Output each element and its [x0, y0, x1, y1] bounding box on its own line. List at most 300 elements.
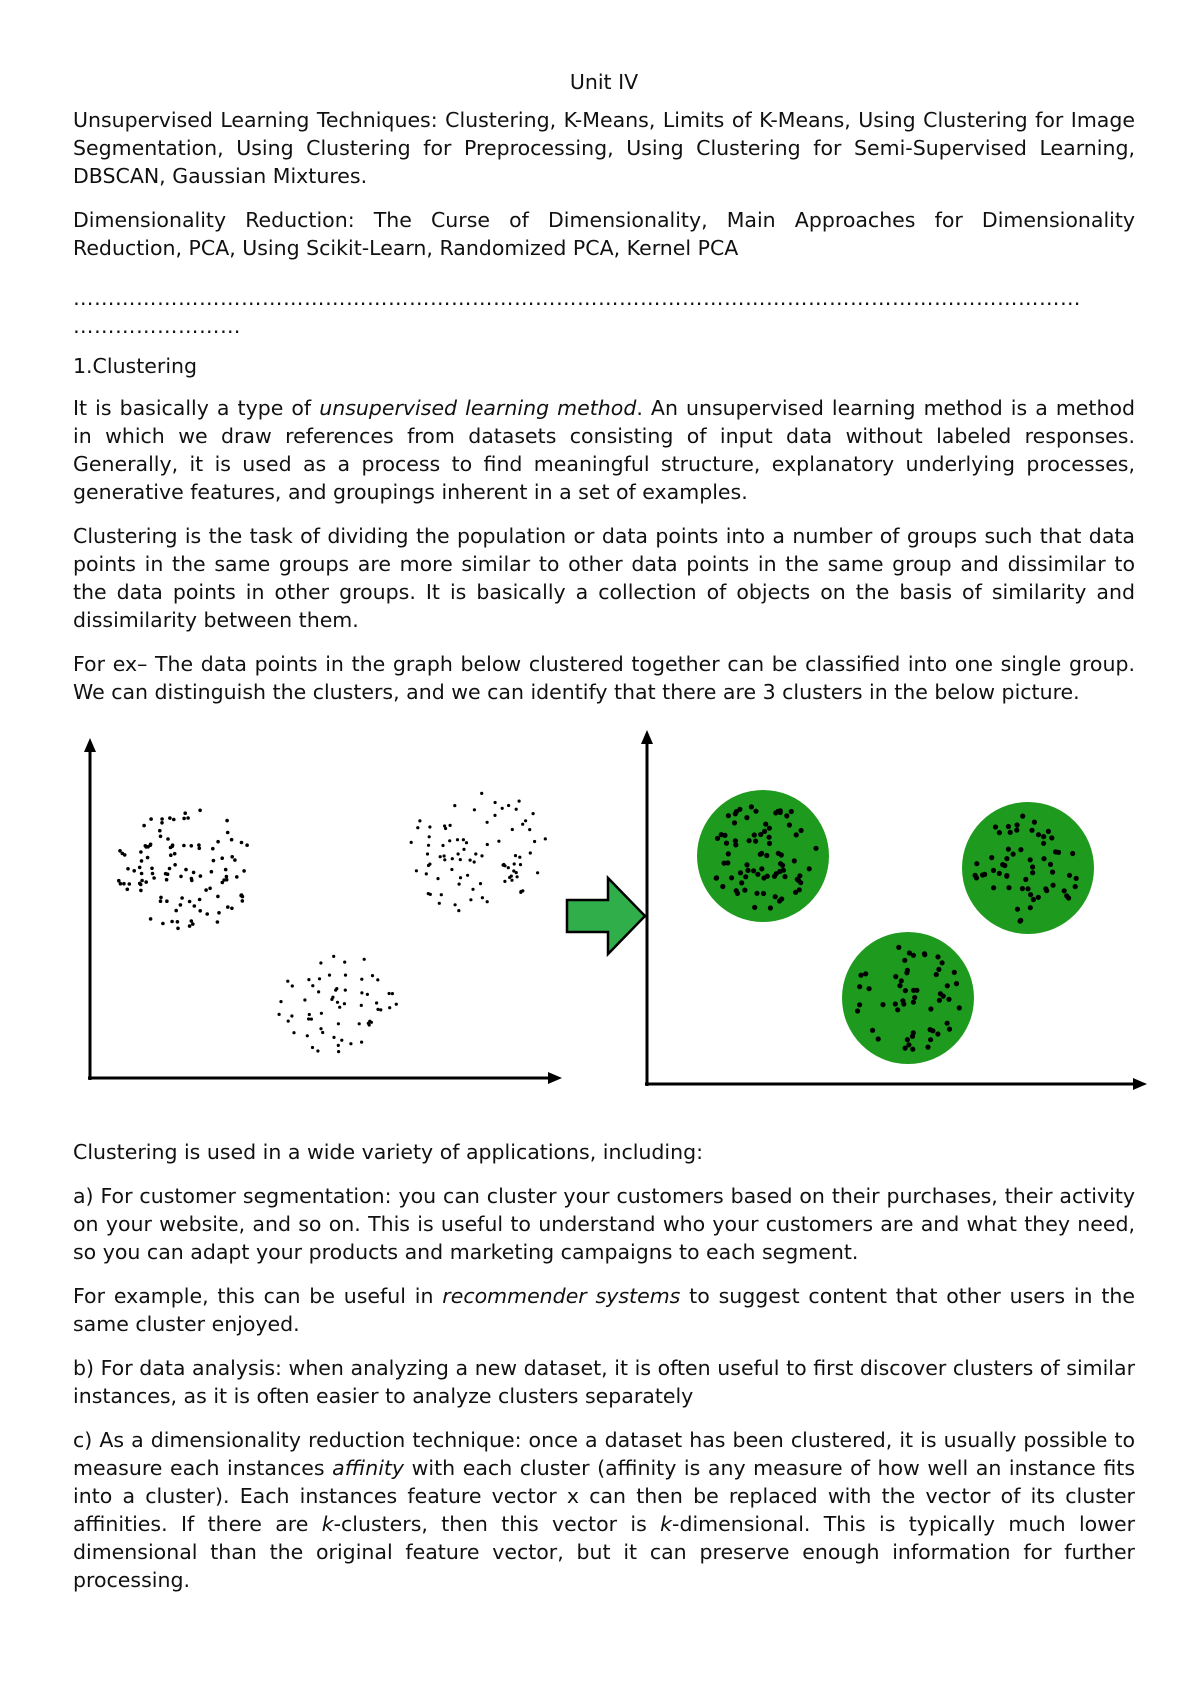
raw-data-point [428, 863, 431, 866]
cluster-data-point [744, 862, 749, 867]
cluster-data-point [952, 970, 957, 975]
raw-data-point [190, 877, 194, 881]
cluster-data-point [753, 839, 758, 844]
cluster-data-point [1006, 824, 1011, 829]
raw-data-point [513, 862, 516, 865]
raw-data-point [360, 1004, 363, 1007]
cluster-data-point [744, 815, 749, 820]
raw-data-point [144, 844, 148, 848]
raw-data-point [410, 841, 413, 844]
raw-data-point [450, 868, 453, 871]
raw-data-point [242, 869, 246, 873]
cluster-data-point [758, 852, 763, 857]
cluster-data-point [900, 998, 905, 1003]
raw-data-point [371, 974, 374, 977]
raw-data-point [235, 875, 239, 879]
cluster-data-point [789, 809, 794, 814]
cluster-data-point [797, 873, 802, 878]
cluster-data-point [936, 967, 941, 972]
raw-data-point [212, 859, 216, 863]
cluster-data-point [876, 1036, 881, 1041]
cluster-data-point [947, 1027, 952, 1032]
raw-data-point [337, 1022, 340, 1025]
cluster-data-point [858, 973, 863, 978]
raw-data-point [139, 883, 143, 887]
cluster-data-point [737, 807, 742, 812]
cluster-data-point [863, 971, 868, 976]
cluster-data-point [870, 1028, 875, 1033]
cluster-data-point [726, 813, 731, 818]
raw-data-point [160, 821, 164, 825]
cluster-data-point [755, 872, 760, 877]
raw-data-point [317, 990, 320, 993]
raw-data-point [140, 872, 144, 876]
raw-data-point [494, 801, 497, 804]
raw-data-point [140, 879, 144, 883]
cluster-data-point [867, 986, 872, 991]
raw-data-point [449, 824, 452, 827]
cluster-data-point [745, 868, 750, 873]
raw-data-point [376, 1008, 379, 1011]
cluster-data-point [1011, 852, 1016, 857]
raw-data-point [286, 980, 289, 983]
cluster-data-point [893, 1001, 898, 1006]
clustering-figure [73, 728, 1135, 1118]
cluster-data-point [753, 809, 758, 814]
raw-data-point [428, 835, 431, 838]
cluster-data-point [739, 880, 744, 885]
raw-data-point [210, 870, 214, 874]
cluster-data-point [761, 891, 766, 896]
raw-data-point [415, 869, 418, 872]
raw-data-point [161, 922, 165, 926]
raw-data-point [290, 1014, 293, 1017]
cluster-data-point [893, 974, 898, 979]
raw-data-point [182, 844, 186, 848]
cluster-data-point [1020, 814, 1025, 819]
raw-data-point [205, 912, 209, 916]
cluster-data-point [1049, 835, 1054, 840]
raw-data-point [493, 814, 496, 817]
raw-data-point [486, 843, 489, 846]
cluster-data-point [989, 855, 994, 860]
raw-data-point [190, 844, 194, 848]
raw-data-point [395, 1003, 398, 1006]
raw-data-point [173, 863, 177, 867]
cluster-data-point [1002, 863, 1007, 868]
cluster-data-point [945, 983, 950, 988]
raw-data-point [126, 867, 130, 871]
cluster-data-point [910, 1047, 915, 1052]
raw-data-point [501, 807, 504, 810]
example-text-1: For example, this can be useful in [73, 1284, 443, 1308]
raw-data-point [507, 866, 510, 869]
raw-data-point [140, 859, 144, 863]
cluster-data-point [904, 970, 909, 975]
raw-data-point [515, 871, 518, 874]
raw-data-point [471, 888, 474, 891]
app-c-italic-k1: k [321, 1512, 334, 1536]
raw-data-point [204, 888, 208, 892]
raw-data-point [486, 821, 489, 824]
raw-data-point [469, 859, 472, 862]
raw-data-point [199, 874, 203, 878]
raw-data-point [321, 1031, 324, 1034]
raw-data-point [466, 874, 469, 877]
raw-data-point [453, 804, 456, 807]
raw-data-point [510, 875, 513, 878]
raw-data-point [379, 1008, 382, 1011]
raw-data-point [544, 837, 547, 840]
raw-data-point [428, 825, 431, 828]
cluster-data-point [749, 804, 754, 809]
left-y-arrowhead [84, 738, 96, 752]
cluster-data-point [1036, 832, 1041, 837]
raw-data-point [176, 927, 180, 931]
cluster-data-point [743, 874, 748, 879]
raw-data-point [279, 1000, 282, 1003]
raw-data-point [150, 867, 154, 871]
raw-data-point [360, 1041, 363, 1044]
cluster-data-point [782, 874, 787, 879]
raw-data-point [516, 875, 519, 878]
raw-data-point [188, 900, 192, 904]
cluster-data-point [759, 866, 764, 871]
raw-data-point [245, 843, 249, 847]
raw-data-point [425, 872, 428, 875]
raw-data-point [370, 1021, 373, 1024]
raw-data-point [497, 840, 500, 843]
cluster-data-point [905, 1037, 910, 1042]
raw-data-point [319, 1027, 322, 1030]
raw-data-points [117, 792, 547, 1053]
application-a-example [73, 1282, 1135, 1338]
separator-line-1: ……………………………………………………………………………………………………………………………… [73, 286, 1081, 310]
raw-data-point [117, 879, 121, 883]
cluster-data-point [928, 1037, 933, 1042]
cluster-data-point [714, 876, 719, 881]
example-paragraph: For ex– The data points in the graph below clustered together can be classified into one single group. We can distinguish the clusters, and we can identify that there are 3 clusters in the below picture. [73, 652, 1135, 704]
raw-data-point [426, 852, 429, 855]
raw-data-point [519, 863, 522, 866]
syllabus-dimensionality: Dimensionality Reduction: The Curse of Dimensionality, Main Approaches for Dimensionality Reduction, PCA, Using Scikit-Learn, Randomized PCA, Kernel PCA [73, 208, 1135, 260]
cluster-data-point [880, 1002, 885, 1007]
cluster-data-point [1031, 897, 1036, 902]
raw-data-point [503, 880, 506, 883]
raw-data-point [511, 828, 514, 831]
cluster-data-point [747, 838, 752, 843]
cluster-data-point [982, 872, 987, 877]
cluster-data-point [767, 841, 772, 846]
raw-data-point [462, 848, 465, 851]
cluster-data-point [1062, 888, 1067, 893]
cluster-data-point [732, 820, 737, 825]
raw-data-point [528, 828, 531, 831]
cluster-data-point [1030, 870, 1035, 875]
cluster-data-point [720, 884, 725, 889]
raw-data-point [169, 853, 173, 857]
raw-data-point [158, 829, 162, 833]
raw-data-point [451, 857, 454, 860]
cluster-data-point [798, 880, 803, 885]
raw-data-point [159, 896, 163, 900]
cluster-data-point [763, 822, 768, 827]
cluster-data-point [1041, 856, 1046, 861]
raw-data-point [211, 847, 215, 851]
raw-data-point [168, 816, 172, 820]
cluster-data-point [1028, 857, 1033, 862]
raw-data-point [240, 893, 244, 897]
raw-data-point [230, 838, 234, 842]
clustering-diagram [0, 728, 1200, 1118]
raw-data-point [197, 843, 201, 847]
raw-data-point [233, 858, 237, 862]
cluster-data-point [751, 868, 756, 873]
raw-data-point [457, 909, 460, 912]
raw-data-point [318, 977, 321, 980]
cluster-data-point [857, 1002, 862, 1007]
cluster-data-point [742, 888, 747, 893]
raw-data-point [440, 893, 443, 896]
cluster-data-point [1066, 895, 1071, 900]
cluster-data-point [946, 997, 951, 1002]
raw-data-point [160, 817, 164, 821]
raw-data-point [436, 877, 439, 880]
raw-data-point [486, 900, 489, 903]
cluster-data-point [1029, 828, 1034, 833]
cluster-data-point [1014, 828, 1019, 833]
application-b: b) For data analysis: when analyzing a new dataset, it is often useful to first discover clusters of similar instances, as it is often easier to analyze clusters separately [73, 1356, 1135, 1408]
right-y-arrowhead [641, 730, 653, 744]
cluster-data-point [1018, 919, 1023, 924]
cluster-data-point [935, 954, 940, 959]
raw-data-point [473, 860, 476, 863]
raw-data-point [198, 898, 202, 902]
cluster-data-point [807, 866, 812, 871]
raw-data-point [132, 869, 136, 873]
cluster-data-point [1028, 905, 1033, 910]
cluster-data-point [993, 824, 998, 829]
cluster-data-point [925, 1045, 930, 1050]
cluster-data-point [752, 905, 757, 910]
raw-data-point [457, 852, 460, 855]
cluster-data-point [899, 978, 904, 983]
cluster-data-point [1028, 892, 1033, 897]
raw-data-point [416, 826, 419, 829]
cluster-data-point [902, 958, 907, 963]
cluster-data-point [1018, 847, 1023, 852]
cluster-data-point [767, 826, 772, 831]
raw-data-point [168, 867, 172, 871]
raw-data-point [216, 920, 220, 924]
raw-data-point [332, 1036, 335, 1039]
raw-data-point [376, 978, 379, 981]
raw-data-point [208, 887, 212, 891]
cluster-data-point [907, 950, 912, 955]
page-title: Unit IV [569, 70, 639, 94]
raw-data-point [474, 852, 477, 855]
raw-data-point [388, 1006, 391, 1009]
cluster-data-point [1043, 886, 1048, 891]
cluster-data-point [895, 1007, 900, 1012]
cluster-data-point [734, 888, 739, 893]
raw-data-point [222, 878, 226, 882]
raw-data-point [481, 896, 484, 899]
cluster-data-point [1041, 834, 1046, 839]
raw-data-point [170, 920, 174, 924]
raw-data-point [184, 868, 188, 872]
raw-data-point [480, 854, 483, 857]
raw-data-point [182, 817, 186, 821]
raw-data-point [429, 893, 432, 896]
raw-data-point [360, 991, 363, 994]
cluster-data-point [813, 846, 818, 851]
cluster-data-point [1067, 873, 1072, 878]
cluster-data-point [906, 1042, 911, 1047]
raw-data-point [190, 919, 194, 923]
app-c-italic-affinity: affinity [332, 1456, 405, 1480]
raw-data-point [198, 809, 202, 813]
raw-data-point [388, 992, 391, 995]
cluster-data-point [957, 1005, 962, 1010]
raw-data-point [128, 882, 132, 886]
cluster-data-point [937, 998, 942, 1003]
cluster-data-point [1036, 895, 1041, 900]
cluster-data-point [910, 1034, 915, 1039]
cluster-data-point [1004, 874, 1009, 879]
raw-data-point [524, 819, 527, 822]
raw-data-point [448, 839, 451, 842]
raw-data-point [307, 1017, 310, 1020]
cluster-data-point [777, 869, 782, 874]
raw-data-point [198, 847, 202, 851]
cluster-data-point [722, 861, 727, 866]
cluster-data-point [941, 994, 946, 999]
raw-data-point [507, 804, 510, 807]
raw-data-point [122, 882, 126, 886]
raw-data-point [193, 904, 197, 908]
cluster-circle-2 [962, 802, 1094, 934]
cluster-data-point [773, 810, 778, 815]
cluster-data-point [1051, 883, 1056, 888]
raw-data-point [465, 841, 468, 844]
cluster-data-point [729, 875, 734, 880]
raw-data-point [180, 896, 184, 900]
cluster-data-point [1053, 849, 1058, 854]
intro-italic: unsupervised learning method [319, 396, 637, 420]
cluster-data-point [799, 828, 804, 833]
raw-data-point [533, 840, 536, 843]
raw-data-point [225, 819, 229, 823]
cluster-data-point [911, 1000, 916, 1005]
raw-data-point [171, 843, 175, 847]
app-c-text-2: with each cluster (affinity is any measure of how well an instance fits into a cluster). Each instances feature vector x can then be replaced with the vector of its cluster affinities. If there are [73, 1456, 1135, 1536]
raw-data-point [183, 811, 187, 815]
raw-data-point [151, 872, 155, 876]
raw-data-point [198, 909, 202, 913]
section-heading: 1.Clustering [73, 354, 198, 378]
cluster-data-point [733, 811, 738, 816]
cluster-data-point [1025, 886, 1030, 891]
raw-data-point [480, 792, 483, 795]
raw-data-point [510, 879, 513, 882]
cluster-data-point [997, 830, 1002, 835]
raw-data-point [152, 876, 156, 880]
raw-data-point [310, 1018, 313, 1021]
right-x-arrowhead [1133, 1078, 1147, 1090]
raw-data-point [335, 987, 338, 990]
cluster-data-point [897, 983, 902, 988]
raw-data-point [174, 909, 178, 913]
cluster-data-point [792, 858, 797, 863]
cluster-data-point [772, 874, 777, 879]
cluster-data-point [1074, 876, 1079, 881]
raw-data-point [529, 851, 532, 854]
raw-data-point [166, 872, 170, 876]
cluster-data-point [722, 833, 727, 838]
cluster-data-point [1023, 877, 1028, 882]
raw-data-point [142, 824, 146, 828]
raw-data-point [225, 875, 229, 879]
raw-data-point [438, 902, 441, 905]
raw-data-point [118, 849, 122, 853]
cluster-data-point [778, 861, 783, 866]
raw-data-point [308, 1013, 311, 1016]
cluster-data-point [1032, 820, 1037, 825]
cluster-data-point [922, 952, 927, 957]
raw-data-point [307, 978, 310, 981]
raw-data-point [166, 837, 170, 841]
raw-data-point [519, 890, 522, 893]
cluster-data-point [928, 1006, 933, 1011]
cluster-circle-1 [697, 790, 829, 922]
raw-data-point [224, 868, 228, 872]
cluster-data-point [1015, 907, 1020, 912]
raw-data-point [291, 984, 294, 987]
raw-data-point [502, 863, 505, 866]
cluster-data-point [991, 885, 996, 890]
raw-data-point [358, 1022, 361, 1025]
cluster-data-point [733, 838, 738, 843]
syllabus-unsupervised: Unsupervised Learning Techniques: Clustering, K-Means, Limits of K-Means, Using Clustering for Image Segmentation, Using Clustering for Preprocessing, Using Clustering for Semi-Supervised Learning, DBSCAN, Gaussian Mixtures. [73, 108, 1135, 188]
clustered-plot [641, 730, 1147, 1090]
raw-data-point [311, 1046, 314, 1049]
raw-data-point [427, 844, 430, 847]
right-arrow-icon [567, 878, 645, 954]
raw-data-point [459, 876, 462, 879]
cluster-data-point [768, 905, 773, 910]
cluster-data-point [754, 891, 759, 896]
raw-data-point [366, 993, 369, 996]
app-c-text-1: c) As a dimensionality reduction technique: once a dataset has been clustered, it is usually possible to measure each instances [73, 1428, 1135, 1480]
raw-data-point [532, 812, 535, 815]
raw-data-point [336, 1001, 339, 1004]
raw-data-point [418, 819, 421, 822]
cluster-data-point [758, 832, 763, 837]
raw-data-point [328, 974, 331, 977]
application-a: a) For customer segmentation: you can cluster your customers based on their purchases, their activity on your website, and so on. This is useful to understand who your customers are and what they need, so you can adapt your products and marketing campaigns to each segment. [73, 1184, 1135, 1264]
raw-data-point [441, 844, 444, 847]
app-c-italic-k2: k [660, 1512, 673, 1536]
raw-data-point [138, 866, 142, 870]
raw-data-point [521, 823, 524, 826]
cluster-data-point [855, 1008, 860, 1013]
raw-data-point [479, 882, 482, 885]
raw-data-point [146, 856, 150, 860]
raw-data-point [139, 889, 143, 893]
raw-data-point [230, 907, 234, 911]
raw-data-point [226, 831, 230, 835]
